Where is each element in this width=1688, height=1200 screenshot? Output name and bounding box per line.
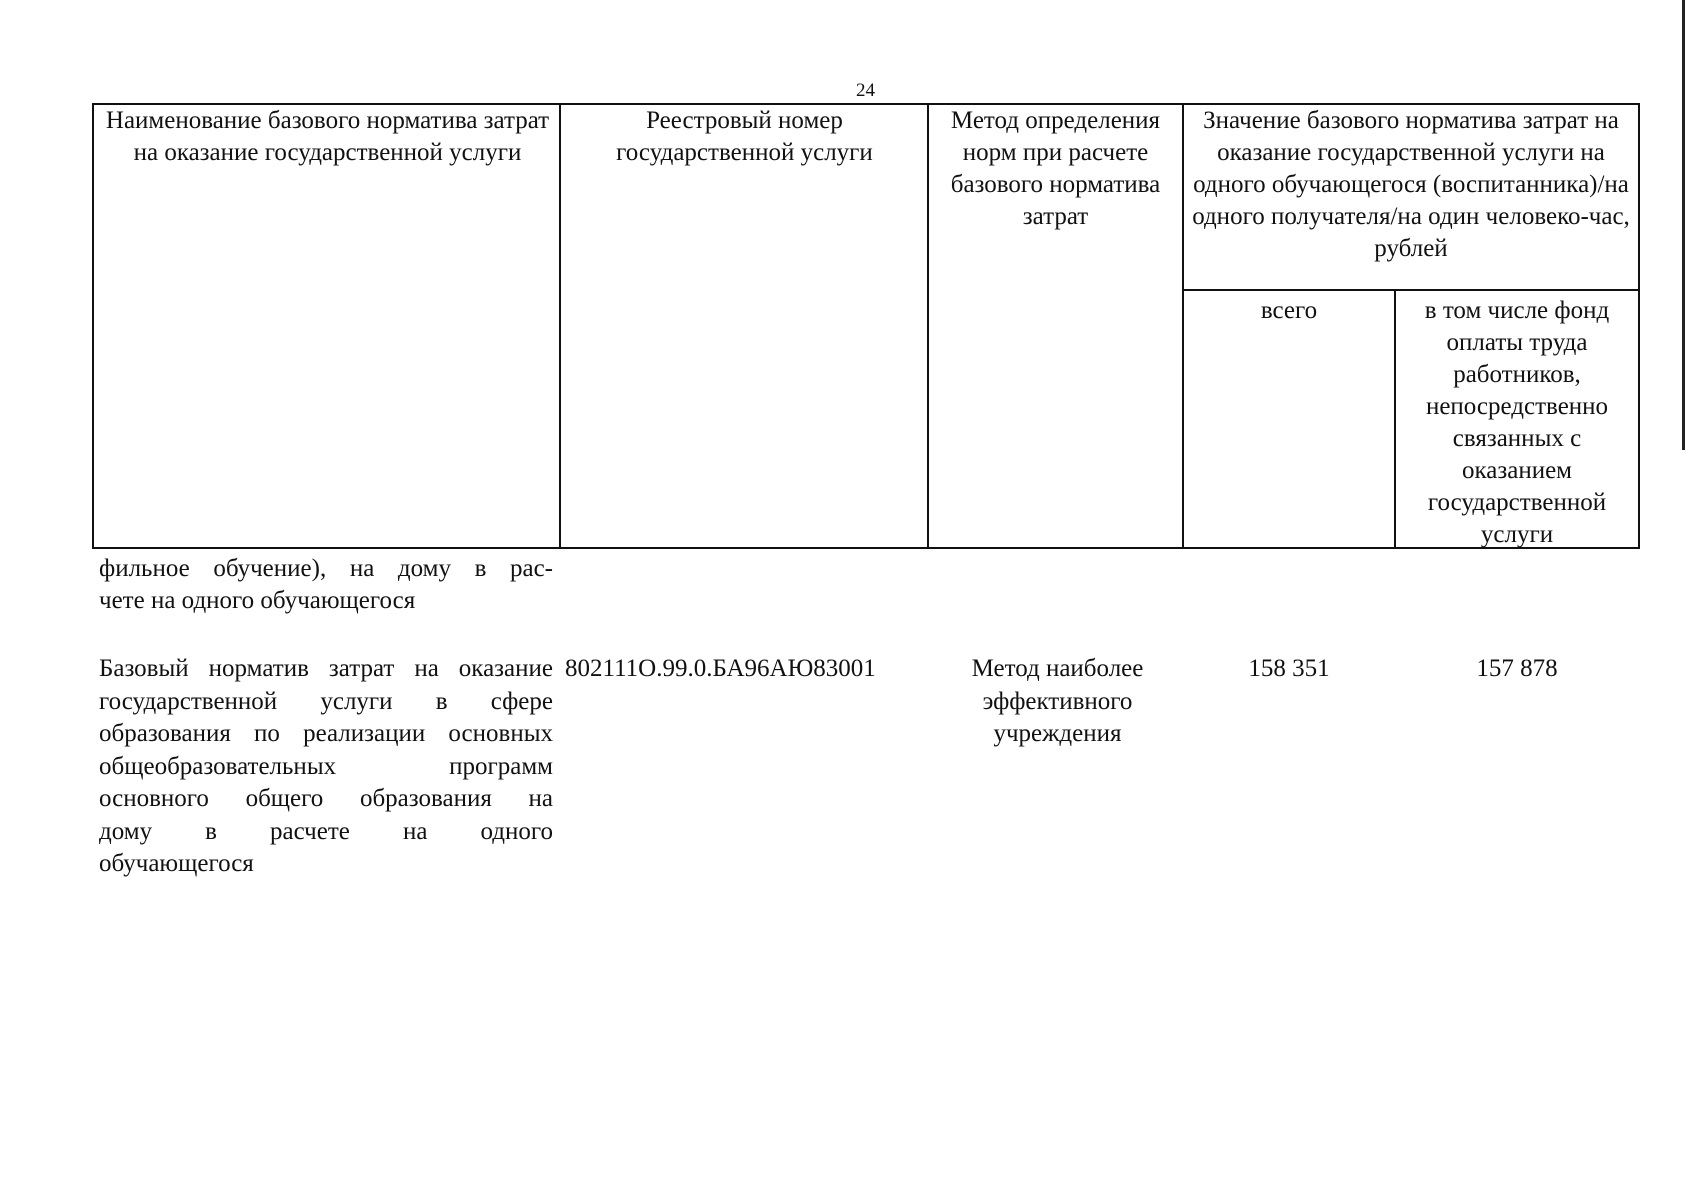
header-payroll: в том числе фонд оплаты труда работников, непосредственно связанных с оказанием государственной услуги — [1424, 297, 1610, 548]
row-name-line: основного общего образования на — [99, 785, 553, 812]
header-name: Наименование базового норматива затрат на оказание государственной услуги — [105, 107, 550, 166]
row-name-line: образования по реализации основных — [99, 720, 553, 747]
continuation-line-2: чете на одного обучающегося — [99, 587, 416, 614]
table-border-right — [1638, 103, 1640, 549]
page-number: 24 — [856, 80, 875, 101]
header-registry-number: Реестровый номер государственной услуги — [616, 107, 873, 166]
scan-edge-line — [1682, 0, 1685, 450]
continuation-line-1: фильное обучение), на дому в рас- — [99, 555, 553, 582]
header-value: Значение базового норматива затрат на оказание государственной услуги на одного обучающегося (воспитанника)/на одного получателя/на один человеко-час, рублей — [1192, 107, 1630, 262]
column-divider-1 — [559, 103, 561, 549]
row-name-line: обучающегося — [99, 850, 254, 877]
row-total: 158 351 — [1248, 655, 1330, 682]
table-header — [92, 103, 1640, 549]
header-total: всего — [1260, 297, 1318, 324]
row-registry-number: 802111О.99.0.БА96АЮ83001 — [565, 655, 876, 682]
table-border-left — [92, 103, 94, 549]
row-name-line: Базовый норматив затрат на оказание — [99, 655, 553, 682]
row-payroll: 157 878 — [1476, 655, 1558, 682]
header-method: Метод определения норм при расчете базового норматива затрат — [950, 107, 1161, 230]
row-name-line: государственной услуги в сфере — [99, 688, 553, 715]
row-name-line: общеобразовательных программ — [99, 753, 553, 780]
row-method: Метод наиболее эффективного учреждения — [971, 655, 1144, 747]
row-name-line: дому в расчете на одного — [99, 818, 553, 845]
subheader-divider — [1182, 289, 1640, 291]
